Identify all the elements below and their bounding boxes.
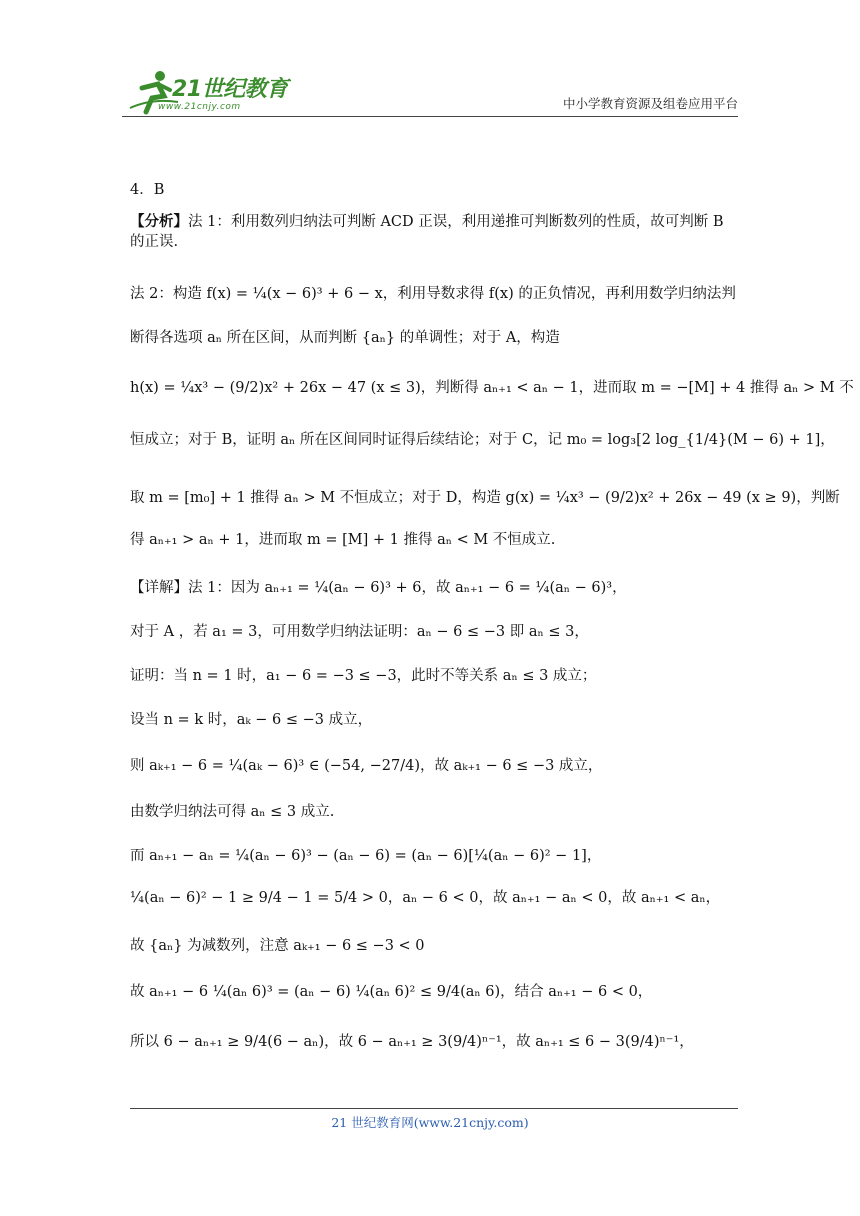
analysis-line-3: 断得各选项 aₙ 所在区间，从而判断 {aₙ} 的单调性；对于 A，构造 (130, 330, 560, 346)
detail-line-2: 对于 A ，若 a₁ = 3，可用数学归纳法证明：aₙ − 6 ≤ −3 即 aₙ ≤ 3， (130, 624, 589, 640)
platform-name: 中小学教育资源及组卷应用平台 (562, 96, 738, 111)
detail-line-3: 证明：当 n = 1 时，a₁ − 6 = −3 ≤ −3，此时不等关系 aₙ ≤ 3 成立； (130, 668, 597, 684)
footer-divider (130, 1108, 738, 1109)
logo-url: www.21cnjy.com (158, 102, 241, 112)
analysis-line-5: 恒成立；对于 B，证明 aₙ 所在区间同时证得后续结论；对于 C，记 m₀ = log₃[2 log_{1/4}(M − 6) + 1]， (130, 432, 835, 448)
analysis-line-4: h(x) = ¼x³ − (9/2)x² + 26x − 47 (x ≤ 3)，判断得 aₙ₊₁ < aₙ − 1，进而取 m = −[M] + 4 推得 aₙ > M 不 (130, 380, 854, 396)
detail-line-11: 所以 6 − aₙ₊₁ ≥ 9/4(6 − aₙ)，故 6 − aₙ₊₁ ≥ 3(9/4)ⁿ⁻¹，故 aₙ₊₁ ≤ 6 − 3(9/4)ⁿ⁻¹， (130, 1034, 694, 1050)
analysis-line-2: 法 2：构造 f(x) = ¼(x − 6)³ + 6 − x，利用导数求得 f(x) 的正负情况，再利用数学归纳法判 (130, 286, 736, 302)
analysis-tag: 【分析】 (130, 213, 188, 230)
logo-text: 21世纪教育 (172, 77, 288, 102)
detail-line-7: 而 aₙ₊₁ − aₙ = ¼(aₙ − 6)³ − (aₙ − 6) = (aₙ − 6)[¼(aₙ − 6)² − 1]， (130, 848, 602, 864)
detail-line-9: 故 {aₙ} 为减数列，注意 aₖ₊₁ − 6 ≤ −3 < 0 (130, 938, 425, 954)
analysis-line-7: 得 aₙ₊₁ > aₙ + 1，进而取 m = [M] + 1 推得 aₙ < M 不恒成立. (130, 532, 556, 548)
answer-line: 4．B (130, 182, 165, 198)
footer-link[interactable]: 21 世纪教育网(www.21cnjy.com) (331, 1115, 529, 1130)
detail-line-8: ¼(aₙ − 6)² − 1 ≥ 9/4 − 1 = 5/4 > 0，aₙ − 6 < 0，故 aₙ₊₁ − aₙ < 0，故 aₙ₊₁ < aₙ， (130, 890, 721, 906)
detail-line-6: 由数学归纳法可得 aₙ ≤ 3 成立. (130, 804, 335, 820)
detail-line-4: 设当 n = k 时，aₖ − 6 ≤ −3 成立， (130, 712, 373, 728)
header-divider (122, 116, 738, 117)
analysis-text-1: 法 1：利用数列归纳法可判断 ACD 正误，利用递推可判断数列的性质，故可判断 B 的正误. (130, 214, 724, 251)
detail-line-5: 则 aₖ₊₁ − 6 = ¼(aₖ − 6)³ ∈ (−54, −27/4)，故 aₖ₊₁ − 6 ≤ −3 成立， (130, 758, 603, 774)
logo (122, 68, 292, 120)
analysis-line-6: 取 m = [m₀] + 1 推得 aₙ > M 不恒成立；对于 D，构造 g(x) = ¼x³ − (9/2)x² + 26x − 49 (x ≥ 9)，判断 (130, 490, 840, 506)
detail-line-10: 故 aₙ₊₁ − 6 ¼(aₙ 6)³ = (aₙ − 6) ¼(aₙ 6)² ≤ 9/4(aₙ 6)，结合 aₙ₊₁ − 6 < 0， (130, 984, 653, 1000)
analysis-paragraph-1 (130, 212, 734, 253)
detail-line-1: 【详解】法 1：因为 aₙ₊₁ = ¼(aₙ − 6)³ + 6，故 aₙ₊₁ − 6 = ¼(aₙ − 6)³， (130, 580, 627, 596)
